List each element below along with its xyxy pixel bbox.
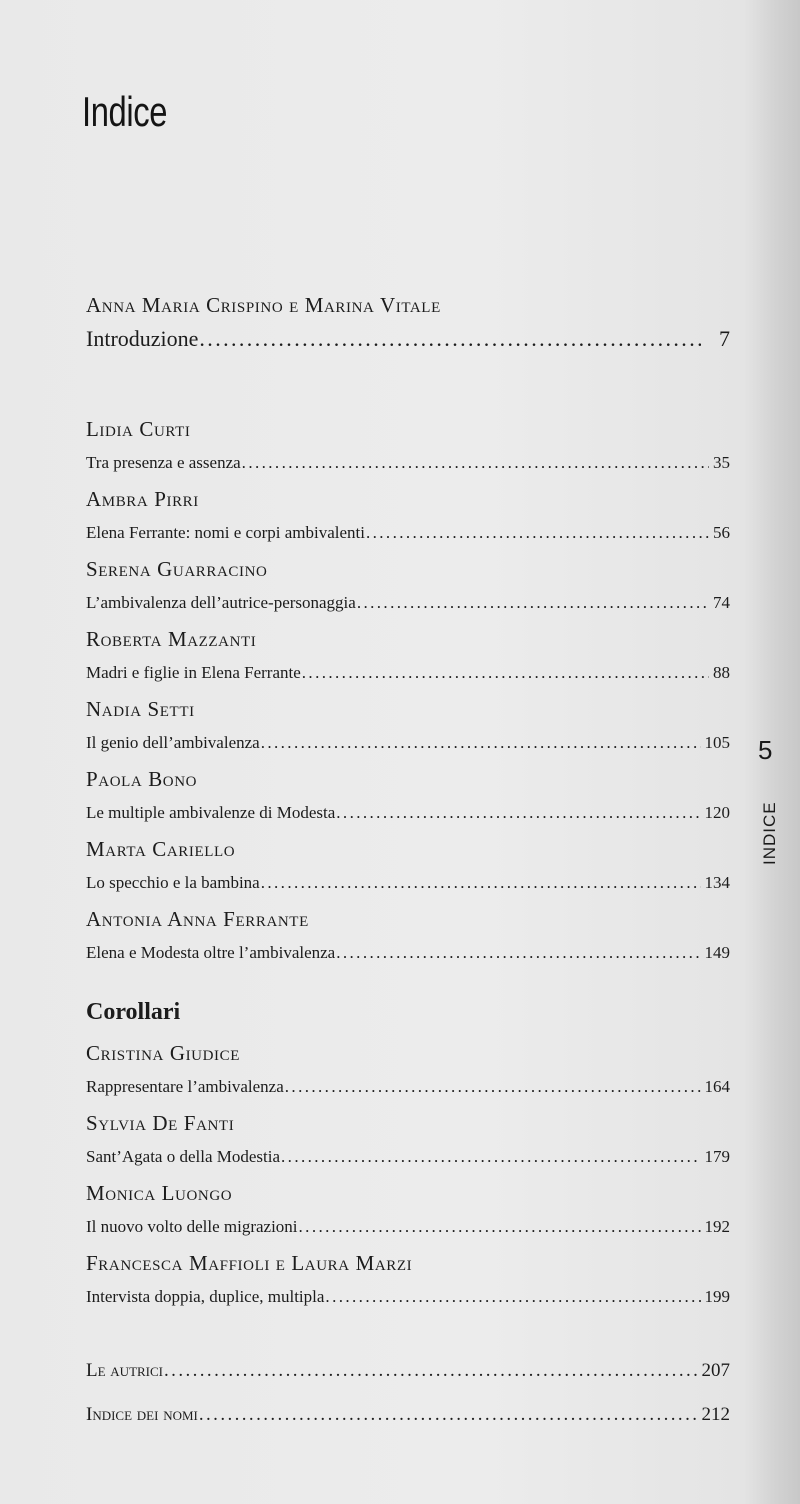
dot-leader — [199, 322, 701, 356]
dot-leader — [366, 516, 709, 550]
entry-author: Anna Maria Crispino e Marina Vitale — [86, 293, 441, 317]
entry-title-row[interactable] — [86, 866, 730, 900]
entry-page: 120 — [704, 803, 730, 822]
dot-leader — [336, 796, 700, 830]
toc-entry — [86, 1246, 730, 1314]
entry-page: 164 — [704, 1077, 730, 1096]
entry-title: Intervista doppia, duplice, multipla — [86, 1287, 325, 1306]
entry-page: 35 — [713, 453, 730, 472]
entry-author: Sylvia De Fanti — [86, 1111, 235, 1135]
entry-page: 74 — [713, 593, 730, 612]
entry-title: Lo specchio e la bambina — [86, 873, 260, 892]
entry-title-row[interactable] — [86, 1394, 730, 1436]
toc-entry — [86, 902, 730, 970]
entry-title: Il genio dell’ambivalenza — [86, 733, 260, 752]
entry-title-row[interactable] — [86, 1210, 730, 1244]
entry-title-row[interactable] — [86, 586, 730, 620]
entry-title: L’ambivalenza dell’autrice-personaggia — [86, 593, 356, 612]
entry-page: 179 — [704, 1147, 730, 1166]
table-of-contents — [86, 288, 730, 1438]
dot-leader — [285, 1070, 701, 1104]
dot-leader — [299, 1210, 701, 1244]
toc-entry — [86, 1036, 730, 1104]
entry-title-row[interactable] — [86, 1280, 730, 1314]
toc-entry — [86, 1176, 730, 1244]
entry-author: Nadia Setti — [86, 697, 195, 721]
entry-title: Le autrici — [86, 1360, 164, 1381]
dot-leader — [242, 446, 709, 480]
toc-entry — [86, 1394, 730, 1436]
section-heading-corollari: Corollari — [86, 999, 181, 1025]
toc-entry-intro — [86, 288, 730, 360]
entry-author: Ambra Pirri — [86, 487, 199, 511]
entry-title-row[interactable] — [86, 1070, 730, 1104]
entry-title: Sant’Agata o della Modestia — [86, 1147, 281, 1166]
entry-title-row[interactable] — [86, 516, 730, 550]
toc-entry — [86, 832, 730, 900]
page-number: 5 — [758, 735, 773, 765]
entry-title: Elena Ferrante: nomi e corpi ambivalenti — [86, 523, 365, 542]
toc-entry — [86, 1350, 730, 1392]
toc-entry — [86, 552, 730, 620]
toc-entry — [86, 622, 730, 690]
entry-title-row[interactable] — [86, 936, 730, 970]
entry-author: Cristina Giudice — [86, 1041, 241, 1065]
entry-title: Madri e figlie in Elena Ferrante — [86, 663, 301, 682]
entry-page: 7 — [719, 326, 730, 351]
entry-title: Le multiple ambivalenze di Modesta — [86, 803, 336, 822]
entry-title: Il nuovo volto delle migrazioni — [86, 1217, 298, 1236]
entry-author: Lidia Curti — [86, 417, 191, 441]
entry-author: Marta Cariello — [86, 837, 236, 861]
page-title: Indice — [82, 88, 168, 135]
entry-author: Serena Guarracino — [86, 557, 268, 581]
entry-page: 212 — [701, 1404, 730, 1425]
entry-title-row[interactable] — [86, 726, 730, 760]
entry-page: 149 — [704, 943, 730, 962]
running-head: INDICE — [760, 801, 779, 865]
entry-title: Introduzione — [86, 326, 199, 351]
page-margin — [758, 735, 779, 865]
entry-page: 207 — [701, 1360, 730, 1381]
entry-page: 199 — [704, 1287, 730, 1306]
toc-entry — [86, 482, 730, 550]
toc-entry — [86, 412, 730, 480]
entry-author: Antonia Anna Ferrante — [86, 907, 309, 931]
toc-entry — [86, 1106, 730, 1174]
entry-title-row[interactable] — [86, 656, 730, 690]
entry-title-row[interactable] — [86, 322, 730, 360]
dot-leader — [261, 866, 701, 900]
dot-leader — [199, 1394, 698, 1436]
dot-leader — [164, 1350, 697, 1392]
entry-author: Francesca Maffioli e Laura Marzi — [86, 1251, 413, 1275]
dot-leader — [357, 586, 709, 620]
entry-title-row[interactable] — [86, 1350, 730, 1392]
entry-title-row[interactable] — [86, 1140, 730, 1174]
dot-leader — [336, 936, 700, 970]
dot-leader — [281, 1140, 700, 1174]
toc-entry — [86, 692, 730, 760]
entry-page: 134 — [704, 873, 730, 892]
entry-author: Roberta Mazzanti — [86, 627, 257, 651]
entry-title-row[interactable] — [86, 796, 730, 830]
entry-author: Paola Bono — [86, 767, 198, 791]
entry-title: Tra presenza e assenza — [86, 453, 241, 472]
dot-leader — [325, 1280, 700, 1314]
entry-author: Monica Luongo — [86, 1181, 233, 1205]
entry-title-row[interactable] — [86, 446, 730, 480]
entry-title: Indice dei nomi — [86, 1404, 198, 1425]
entry-title: Rappresentare l’ambivalenza — [86, 1077, 284, 1096]
entry-page: 88 — [713, 663, 730, 682]
entry-title: Elena e Modesta oltre l’ambivalenza — [86, 943, 336, 962]
entry-page: 192 — [704, 1217, 730, 1236]
entry-page: 105 — [704, 733, 730, 752]
dot-leader — [261, 726, 701, 760]
entry-page: 56 — [713, 523, 730, 542]
dot-leader — [302, 656, 709, 690]
toc-entry — [86, 762, 730, 830]
